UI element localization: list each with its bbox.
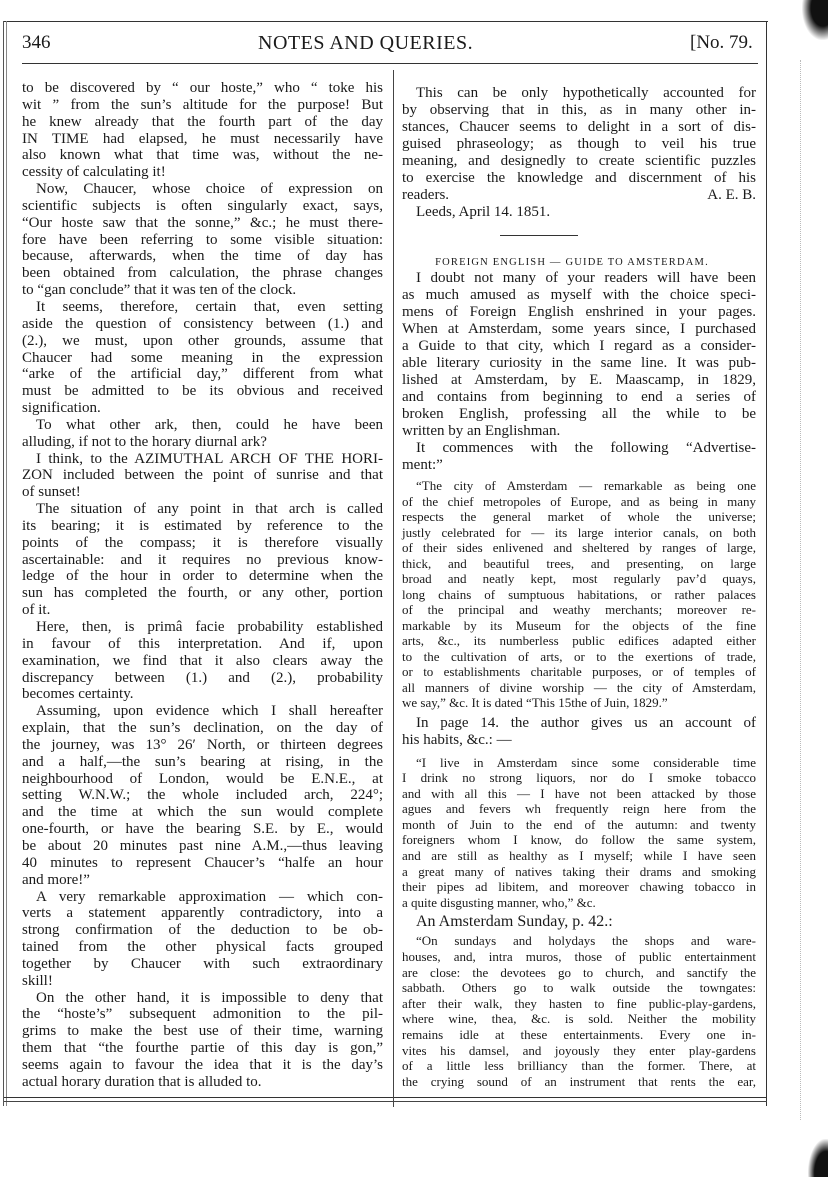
text-line: skill! bbox=[22, 972, 53, 989]
signature-line bbox=[402, 187, 756, 204]
text-line: points of the compass; it is therefore visually bbox=[22, 534, 383, 551]
text-line: justly celebrated for — its large interior canals, on both bbox=[402, 524, 756, 540]
text-line: able literary curiosity in the same line. It was pub- bbox=[402, 355, 756, 371]
paragraph bbox=[22, 417, 383, 451]
text-line: tained from the other physical facts grouped bbox=[22, 939, 383, 956]
text-line: wit ” from the sun’s altitude for the purpose! But bbox=[22, 96, 383, 113]
subheading: An Amsterdam Sunday, p. 42.: bbox=[416, 913, 613, 931]
text-line: a Guide to that city, which I regard as a consider- bbox=[402, 338, 756, 354]
page-frame-bottom bbox=[4, 1097, 767, 1102]
paragraph bbox=[22, 80, 383, 181]
text-line: actual horary duration that is alluded to. bbox=[22, 1073, 262, 1090]
author-signature: A. E. B. bbox=[707, 187, 756, 203]
scan-margin-line bbox=[800, 60, 801, 1120]
text-line: On the other hand, it is impossible to deny that bbox=[36, 989, 383, 1006]
text-line: lished at Amsterdam, by E. Maascamp, in 1829, bbox=[402, 372, 756, 388]
text-line: 40 minutes to represent Chaucer’s “halfe an hour bbox=[22, 854, 383, 871]
text-line: a great many of natives taking their drams and smoking bbox=[402, 863, 756, 879]
text-line: arts, &c., its numberless public edifices adapted either bbox=[402, 633, 756, 648]
text-line: “I live in Amsterdam since some considerable time bbox=[416, 754, 756, 770]
text-line: becomes certainty. bbox=[22, 686, 134, 703]
text-line: guised phraseology; as though to veil his true bbox=[402, 136, 756, 152]
text-line: alluding, if not to the horary diurnal ark? bbox=[22, 433, 267, 450]
text-line: also known what that time was, without the ne- bbox=[22, 147, 383, 164]
text-line: by observing that in this, as in many other in- bbox=[402, 102, 756, 118]
page-number: 346 bbox=[22, 32, 51, 53]
text-line: Assuming, upon evidence which I shall hereafter bbox=[36, 703, 383, 720]
text-line: scientific subjects is often singularly exact, says, bbox=[22, 197, 383, 214]
paragraph bbox=[22, 181, 383, 299]
text-line: “On sundays and holydays the shops and ware- bbox=[416, 933, 756, 949]
paragraph bbox=[22, 889, 383, 990]
text-line: cessity of calculating it! bbox=[22, 164, 166, 181]
paragraph bbox=[22, 703, 383, 888]
text-line: and a half,—the sun’s bearing at rising, in the bbox=[22, 753, 383, 770]
text-line: broken English, professing all the while to be bbox=[402, 406, 756, 422]
block-quote bbox=[402, 478, 756, 711]
text-line: a quite disgusting manner, who,” &c. bbox=[402, 894, 596, 910]
text-line: be about 20 minutes past nine A.M.,—thus leaving bbox=[22, 837, 383, 854]
paragraph bbox=[22, 299, 383, 417]
text-line: agues and fevers wh frequently reign here from the bbox=[402, 801, 756, 817]
text-line: and are still as healthy as I myself; while I have seen bbox=[402, 848, 756, 864]
text-line: them that “the fourthe partie of this day is gon,” bbox=[22, 1040, 383, 1057]
right-column bbox=[402, 85, 756, 1089]
text-line: IN TIME had elapsed, he must necessarily have bbox=[22, 130, 383, 147]
paragraph bbox=[22, 501, 383, 619]
text-line: and with all this — I have not been attacked by those bbox=[402, 785, 756, 801]
text-line: because, afterwards, when the time of day has bbox=[22, 248, 383, 265]
text-line: together by Chaucer with such extraordinary bbox=[22, 955, 383, 972]
text-line: meaning, and designedly to create scientific puzzles bbox=[402, 153, 756, 169]
text-line: sabbath. Others go to walk outside the towngates: bbox=[402, 980, 756, 996]
block-quote bbox=[402, 755, 756, 911]
text-line: examination, we find that it also clears away the bbox=[22, 652, 383, 669]
text-line: remains idle at these entertainments. Every one in- bbox=[402, 1027, 756, 1042]
paragraph bbox=[22, 619, 383, 703]
text-line: To what other ark, then, could he have been bbox=[36, 416, 383, 433]
text-line: stances, Chaucer seems to delight in a sort of dis- bbox=[402, 119, 756, 135]
text-line: houses, and, intra muros, those of public entertainment bbox=[402, 949, 756, 965]
text-line: where wine, thea, &c. is sold. Neither the mobility bbox=[402, 1011, 756, 1027]
text-line: to be discovered by “ our hoste,” who “ toke his bbox=[22, 80, 383, 96]
text-line: verts a statement apparently contradictory, into a bbox=[22, 905, 383, 922]
text-line: to the cultivation of arts, or to the exertions of trade, bbox=[402, 648, 756, 664]
text-line: their pipes ad libitem, and moreover chawing tobacco in bbox=[402, 879, 756, 895]
text-line: his habits, &c.: — bbox=[402, 731, 512, 748]
left-column bbox=[22, 80, 383, 1091]
dateline: Leeds, April 14. 1851. bbox=[416, 204, 551, 220]
text-line: and more!” bbox=[22, 871, 90, 888]
text-line: ledge of the hour in order to determine when the bbox=[22, 568, 383, 585]
text-line: of their sides enlivened and sheltered by ranges of large, bbox=[402, 540, 756, 555]
text-line: month of Juin to the end of the autumn: and twenty bbox=[402, 816, 756, 832]
scan-smudge bbox=[802, 0, 828, 40]
column-divider bbox=[393, 70, 394, 1107]
text-line: written by an Englishman. bbox=[402, 423, 561, 439]
text-line: neighbourhood of London, would be E.N.E., at bbox=[22, 770, 383, 787]
text-line: It seems, therefore, certain that, even setting bbox=[36, 298, 383, 315]
journal-title: NOTES AND QUERIES. bbox=[258, 32, 474, 54]
text-line: vites his damsel, and joyously they enter play-gardens bbox=[402, 1042, 756, 1058]
text-line: must be admitted to be its obvious and received bbox=[22, 383, 383, 400]
text-line: sun has completed the fourth, or any other, portion bbox=[22, 585, 383, 602]
text-line: thick, and beautiful trees, and presenting, on large bbox=[402, 555, 756, 571]
text-line: of sunset! bbox=[22, 484, 81, 501]
text-line: strong confirmation of the deduction to be ob- bbox=[22, 922, 383, 939]
text-line: respects the general market of whole the universe; bbox=[402, 509, 756, 524]
text-line: aside the question of consistency between (1.) and bbox=[22, 315, 383, 332]
text-line: (2.), we must, upon other grounds, assume that bbox=[22, 332, 383, 349]
text-line: we say,” &c. It is dated “This 15the of Juin, 1829.” bbox=[402, 695, 668, 710]
text-line: signification. bbox=[22, 400, 101, 417]
paragraph-last-line: readers. bbox=[402, 187, 450, 203]
page-frame-top bbox=[4, 21, 768, 22]
text-line: grims to make the best use of their time, warning bbox=[22, 1023, 383, 1040]
paragraph bbox=[22, 990, 383, 1091]
text-line: mens of Foreign English enshrined in your pages. bbox=[402, 304, 756, 320]
text-line: When at Amsterdam, some years since, I purchased bbox=[402, 321, 756, 337]
text-line: and the time at which the sun would complete bbox=[22, 804, 383, 821]
paragraph bbox=[402, 270, 756, 440]
scan-smudge bbox=[808, 1139, 828, 1177]
text-line: I drink no strong liquors, nor do I smoke tobacco bbox=[402, 770, 756, 786]
header-rule bbox=[22, 63, 758, 64]
text-line: “arke of the artificial day,” different from what bbox=[22, 366, 383, 383]
article-heading: FOREIGN ENGLISH — GUIDE TO AMSTERDAM. bbox=[435, 257, 709, 268]
text-line: ment:” bbox=[402, 457, 443, 473]
text-line: Chaucer had some meaning in the expression bbox=[22, 349, 383, 366]
text-line: broad and neatly kept, most regularly pav’d quays, bbox=[402, 571, 756, 586]
text-line: to “gan conclude” that it was ten of the clock. bbox=[22, 282, 297, 299]
paragraph bbox=[402, 440, 756, 474]
text-line: all manners of divine worship — the city of Amsterdam, bbox=[402, 679, 756, 695]
text-line: In page 14. the author gives us an account of bbox=[416, 714, 756, 731]
text-line: after their walk, they hasten to fine public-play-gardens, bbox=[402, 995, 756, 1011]
text-line: fore have been referring to some visible situation: bbox=[22, 231, 383, 248]
text-line: the journey, was 13° 26′ North, or thirteen degrees bbox=[22, 736, 383, 753]
issue-number: [No. 79. bbox=[690, 32, 753, 53]
text-line: of a little less brilliancy than the former. There, at bbox=[402, 1058, 756, 1074]
page-frame-left bbox=[3, 21, 7, 1106]
text-line: “Our hoste saw that the sonne,” &c.; he must there- bbox=[22, 214, 383, 231]
text-line: foreigners whom I know, do follow the same system, bbox=[402, 832, 756, 848]
text-line: or to establishments charitable purposes, or of temples of bbox=[402, 664, 756, 679]
text-line: its bearing; it is estimated by reference to the bbox=[22, 517, 383, 534]
text-line: one-fourth, or have the bearing S.E. by E., would bbox=[22, 821, 383, 838]
text-line: explain, that the sun’s declination, on the day of bbox=[22, 720, 383, 737]
text-line: and contains from beginning to end a series of bbox=[402, 389, 756, 405]
paragraph bbox=[22, 451, 383, 502]
text-line: ZON included between the point of sunrise and that bbox=[22, 467, 383, 484]
text-line: of the principal and weathy merchants; moreover re- bbox=[402, 602, 756, 617]
text-line: to exercise the knowledge and discernment of his bbox=[402, 170, 756, 186]
text-line: the “hoste’s” subsequent admonition to the pil- bbox=[22, 1006, 383, 1023]
text-line: long chains of sumptuous habitations, or rather palaces bbox=[402, 586, 756, 602]
section-divider bbox=[500, 235, 578, 236]
text-line: I think, to the AZIMUTHAL ARCH OF THE HORI- bbox=[36, 450, 383, 467]
text-line: discrepancy between (1.) and (2.), probability bbox=[22, 669, 383, 686]
text-line: he knew already that the fourth part of the day bbox=[22, 113, 383, 130]
text-line: of it. bbox=[22, 602, 51, 619]
text-line: ascertainable: and it requires no previous know- bbox=[22, 551, 383, 568]
text-line: of the chief metropoles of Europe, and as being in many bbox=[402, 493, 756, 509]
text-line: A very remarkable approximation — which con- bbox=[36, 888, 383, 905]
paragraph bbox=[402, 715, 756, 749]
text-line: as much amused as myself with the choice speci- bbox=[402, 287, 756, 303]
text-line: Here, then, is primâ facie probability established bbox=[36, 619, 383, 635]
paragraph bbox=[402, 85, 756, 187]
text-line: I doubt not many of your readers will have been bbox=[416, 270, 756, 286]
text-line: are close: the devotees go to church, and sanctify the bbox=[402, 964, 756, 980]
text-line: seems again to favour the idea that it is the day’s bbox=[22, 1056, 383, 1073]
page-frame-right bbox=[766, 21, 767, 1106]
block-quote bbox=[402, 933, 756, 1089]
text-line: This can be only hypothetically accounted for bbox=[416, 85, 756, 101]
text-line: the crying sound of an instrument that rents the ear, bbox=[402, 1073, 756, 1089]
text-line: in favour of this interpretation. And if, upon bbox=[22, 635, 383, 652]
text-line: The situation of any point in that arch is called bbox=[36, 501, 383, 518]
text-line: been obtained from calculation, the phrase changes bbox=[22, 265, 383, 282]
text-line: setting W.N.W.; the whole included arch, 224°; bbox=[22, 787, 383, 804]
text-line: “The city of Amsterdam — remarkable as being one bbox=[416, 478, 756, 493]
text-line: markable by its Museum for the objects of the fine bbox=[402, 617, 756, 633]
text-line: It commences with the following “Advertise- bbox=[416, 440, 756, 456]
text-line: Now, Chaucer, whose choice of expression on bbox=[36, 181, 383, 198]
